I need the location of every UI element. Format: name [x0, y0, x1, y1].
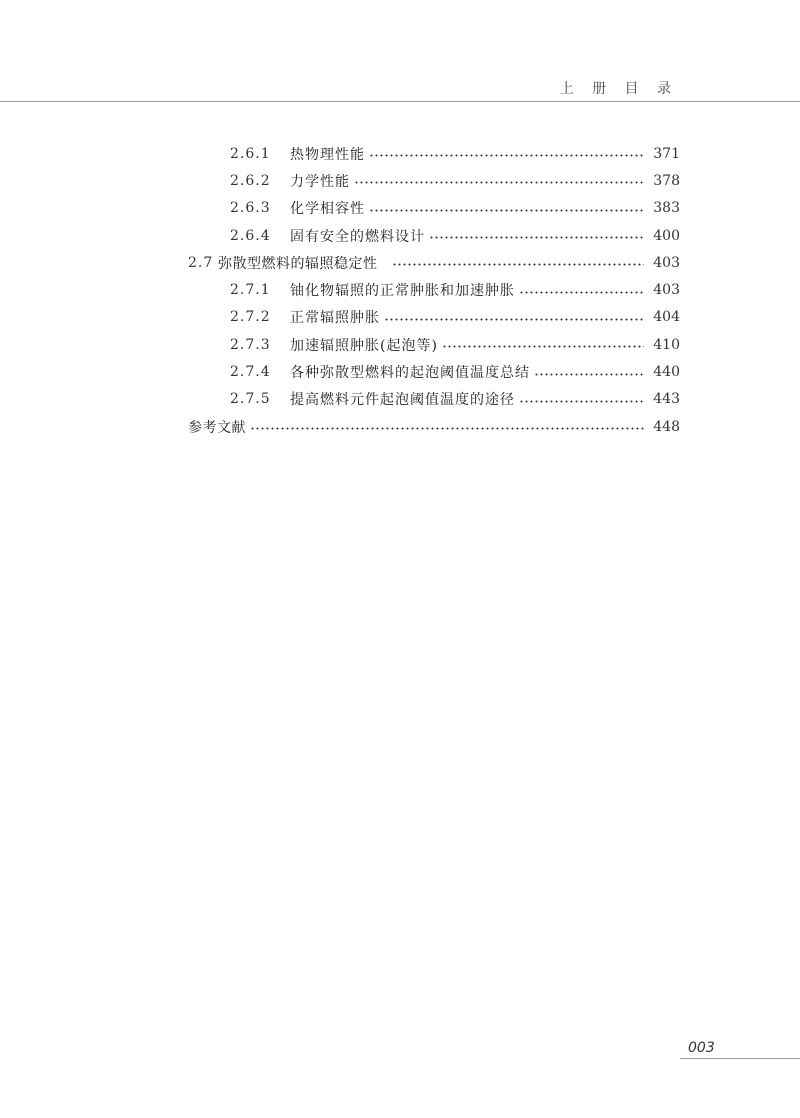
toc-number: 2.7.2 — [230, 309, 271, 326]
toc-entry-2-7-2[interactable] — [188, 304, 680, 331]
toc-number: 2.7.5 — [230, 391, 271, 408]
toc-title: 力学性能 — [290, 173, 350, 190]
toc-page: 378 — [653, 172, 680, 189]
toc-title: 弥散型燃料的辐照稳定性 — [218, 255, 378, 272]
toc-title: 各种弥散型燃料的起泡阈值温度总结 — [290, 365, 530, 382]
header-rule — [0, 101, 800, 102]
toc-entry-references[interactable] — [188, 413, 680, 440]
toc-entry-2-6-3[interactable] — [188, 195, 680, 222]
toc-title: 铀化物辐照的正常肿胀和加速肿胀 — [290, 283, 515, 300]
toc-number: 2.6.2 — [230, 172, 271, 189]
toc-page: 383 — [653, 200, 680, 217]
toc-number: 2.6.4 — [230, 227, 271, 244]
toc-number: 2.6.1 — [230, 145, 271, 162]
dot-leader — [354, 181, 644, 184]
dot-leader — [519, 291, 644, 294]
toc-page: 443 — [653, 391, 680, 408]
toc-page: 371 — [653, 145, 680, 162]
toc-page: 440 — [653, 364, 680, 381]
toc-number: 2.7.1 — [230, 282, 271, 299]
running-header-title: 上 册 目 录 — [559, 81, 678, 97]
page-number: 003 — [688, 1040, 715, 1056]
toc-title: 加速辐照肿胀(起泡等) — [290, 337, 438, 354]
dot-leader — [369, 209, 644, 212]
toc-entry-2-7-1[interactable] — [188, 276, 680, 303]
toc-entry-2-6-4[interactable] — [188, 222, 680, 249]
toc-entry-2-6-2[interactable] — [188, 167, 680, 194]
toc-page: 404 — [653, 309, 680, 326]
toc-page: 448 — [653, 418, 680, 435]
toc-title: 正常辐照肿胀 — [290, 310, 380, 327]
toc-title: 固有安全的燃料设计 — [290, 228, 425, 245]
toc-number: 2.7 — [188, 254, 214, 271]
dot-leader — [534, 373, 644, 376]
dot-leader — [519, 400, 644, 403]
toc-number: 2.6.3 — [230, 200, 271, 217]
toc-entry-2-7[interactable] — [188, 249, 680, 276]
toc-number: 2.7.4 — [230, 364, 271, 381]
toc-page: 400 — [653, 227, 680, 244]
toc-title: 提高燃料元件起泡阈值温度的途径 — [290, 392, 515, 409]
table-of-contents — [188, 140, 680, 440]
dot-leader — [250, 427, 644, 430]
toc-title: 热物理性能 — [290, 146, 365, 163]
dot-leader — [392, 263, 645, 266]
toc-title: 化学相容性 — [290, 201, 365, 218]
dot-leader — [442, 345, 644, 348]
toc-page: 403 — [653, 254, 680, 271]
toc-entry-2-6-1[interactable] — [188, 140, 680, 167]
toc-page: 403 — [653, 282, 680, 299]
dot-leader — [369, 154, 644, 157]
dot-leader — [384, 318, 644, 321]
toc-page: 410 — [653, 336, 680, 353]
dot-leader — [429, 236, 644, 239]
toc-entry-2-7-4[interactable] — [188, 358, 680, 385]
toc-title: 参考文献 — [188, 419, 246, 436]
footer-rule — [680, 1058, 800, 1059]
toc-entry-2-7-3[interactable] — [188, 331, 680, 358]
toc-entry-2-7-5[interactable] — [188, 386, 680, 413]
toc-number: 2.7.3 — [230, 336, 271, 353]
